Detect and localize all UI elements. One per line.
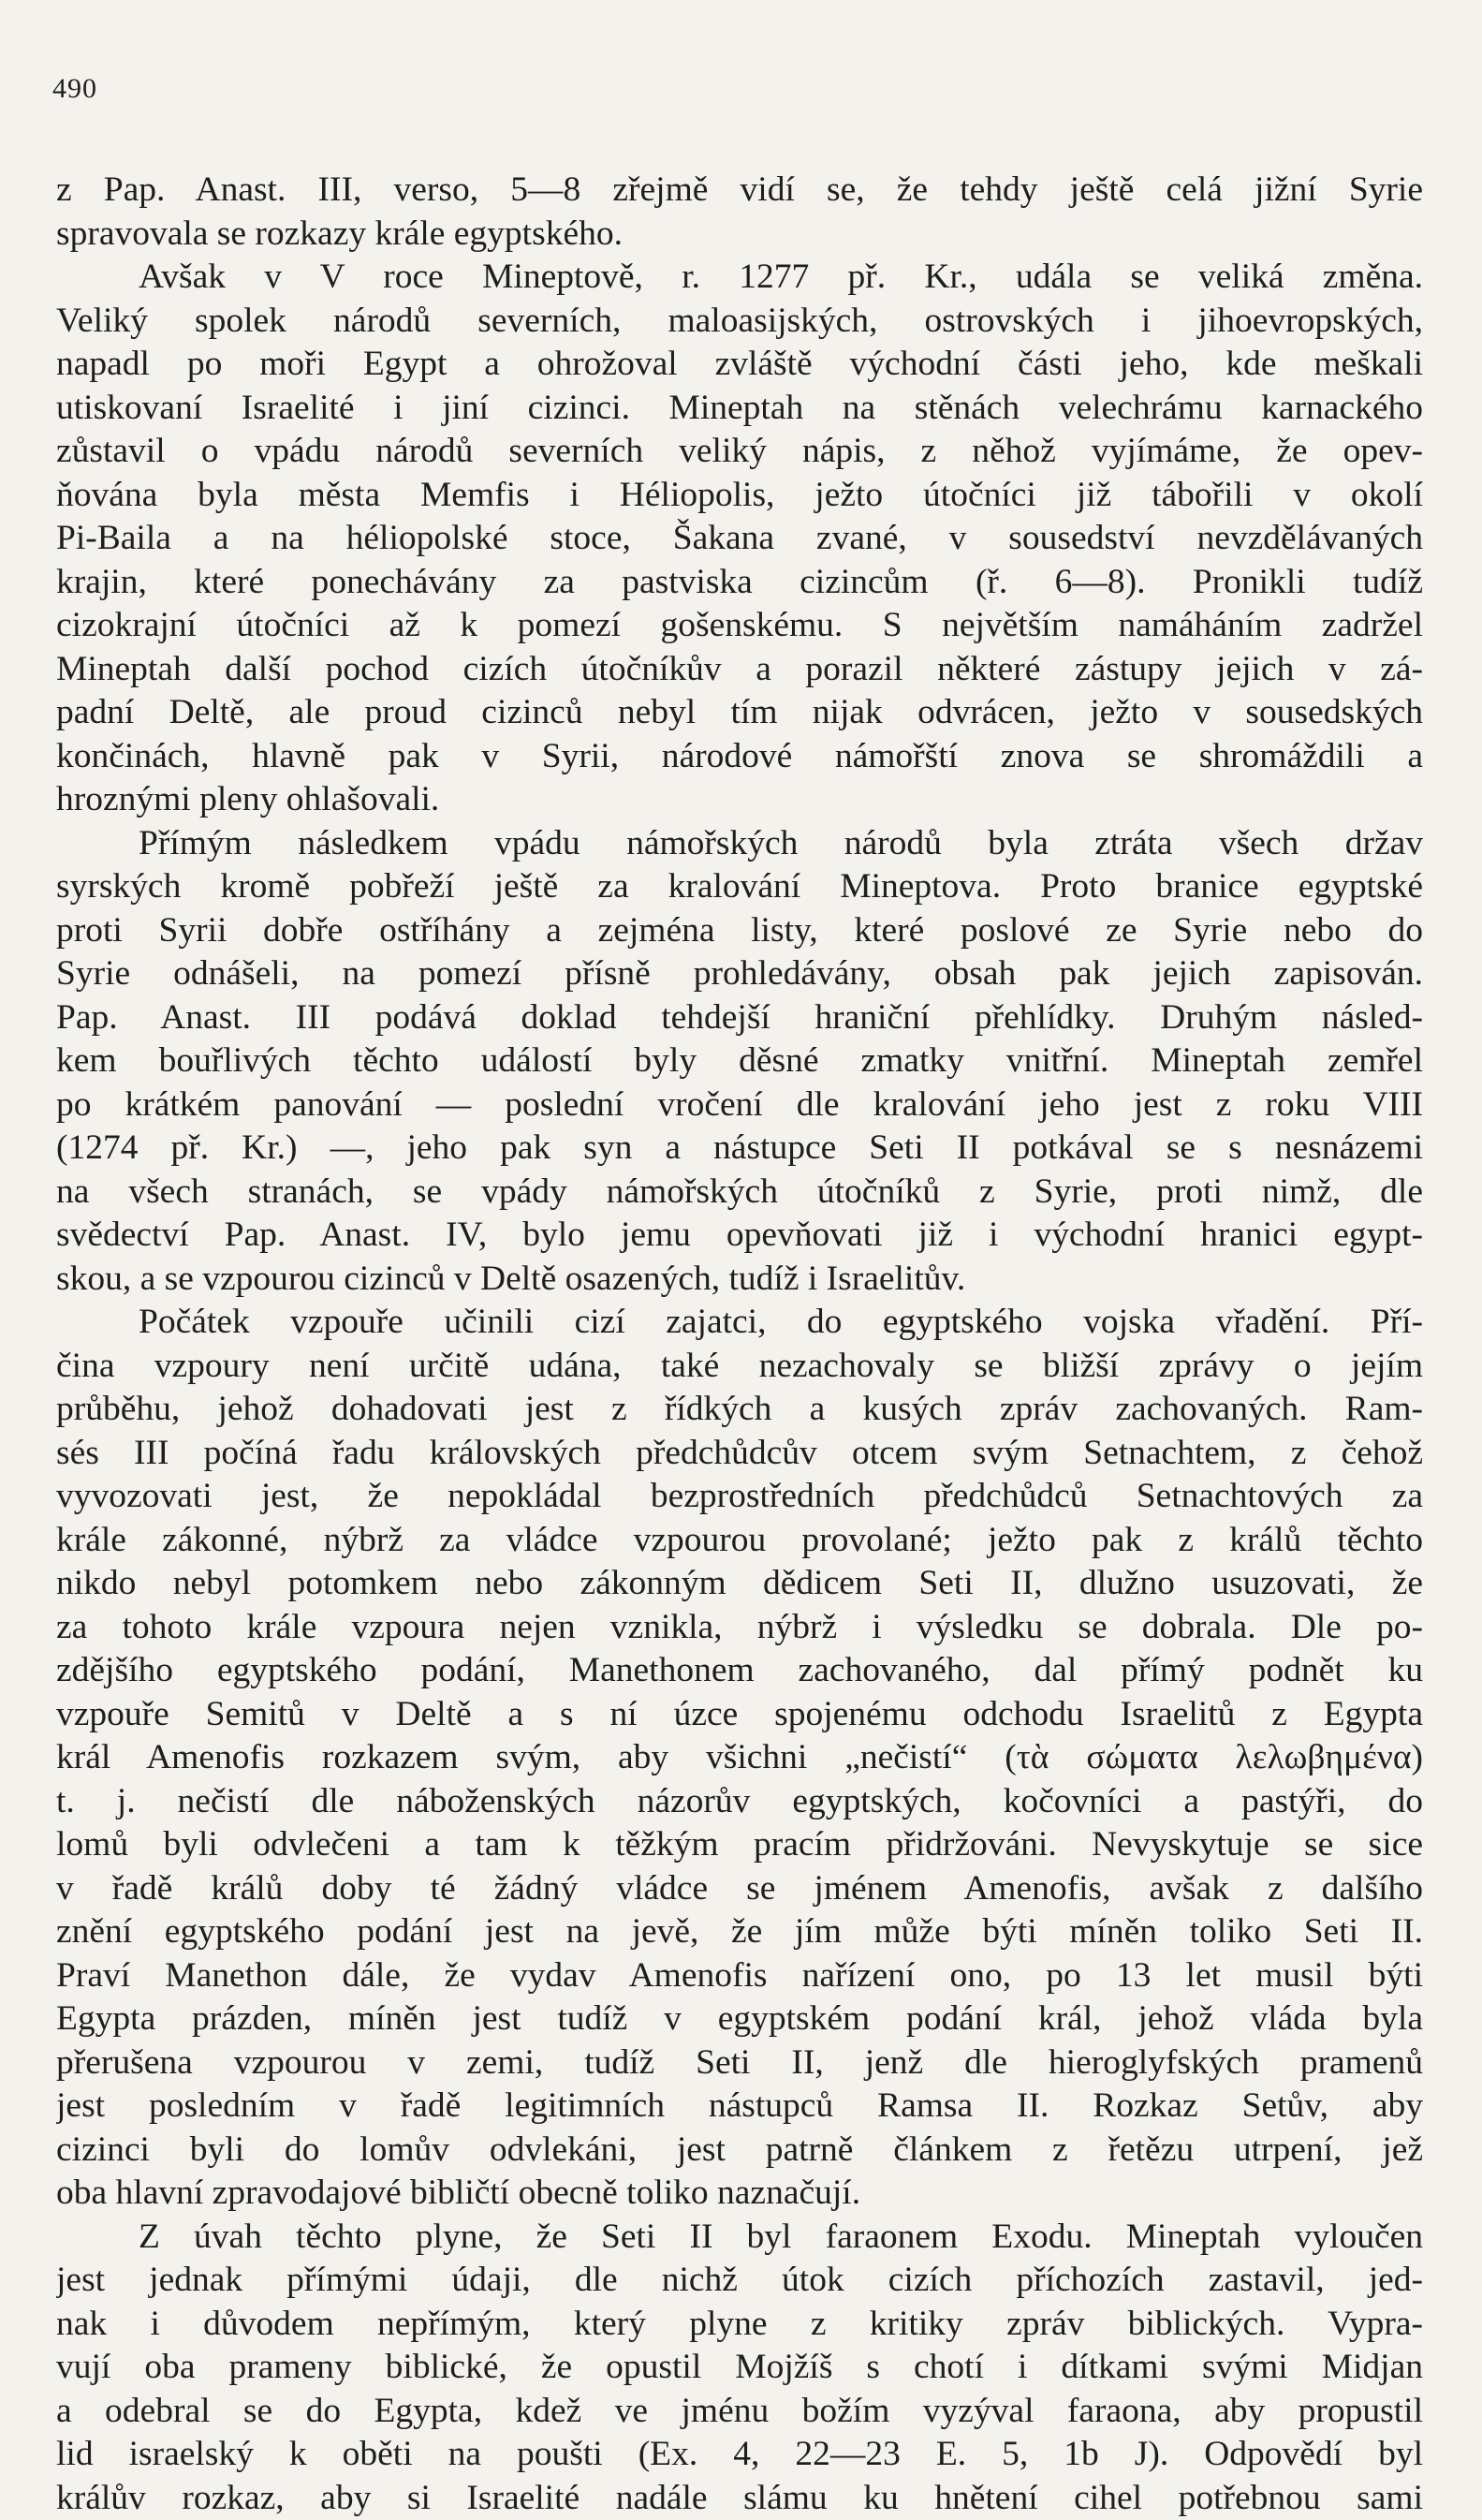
text-line: kem bouřlivých těchto událostí byly děsné zmatky vnitřní. Mineptah zemřel (56, 1039, 1423, 1083)
text-line: t. j. nečistí dle náboženských názorův egyptských, kočovníci a pastýři, do (56, 1780, 1423, 1824)
text-line: vyvozovati jest, že nepokládal bezprostředních předchůdců Setnachtových za (56, 1475, 1423, 1519)
text-line: v řadě králů doby té žádný vládce se jménem Amenofis, avšak z dalšího (56, 1867, 1423, 1911)
text-line: Pap. Anast. III podává doklad tehdejší hraniční přehlídky. Druhým násled- (56, 996, 1423, 1040)
text-line: lid israelský k oběti na poušti (Ex. 4, 22—23 E. 5, 1b J). Odpovědí byl (56, 2433, 1423, 2477)
paragraph (56, 822, 1423, 1302)
text-line: Počátek vzpouře učinili cizí zajatci, do egyptského vojska vřadění. Pří- (56, 1301, 1423, 1345)
text-line: padní Deltě, ale proud cizinců nebyl tím nijak odvrácen, ježto v sousedských (56, 691, 1423, 735)
text-line: Veliký spolek národů severních, maloasijských, ostrovských i jihoevropských, (56, 300, 1423, 344)
text-line: Přímým následkem vpádu námořských národů byla ztráta všech držav (56, 822, 1423, 866)
paragraph (56, 169, 1423, 256)
text-line: Syrie odnášeli, na pomezí přísně prohledávány, obsah pak jejich zapisován. (56, 952, 1423, 996)
text-line: Pi-Baila a na héliopolské stoce, Šakana zvané, v sousedství nevzdělávaných (56, 517, 1423, 561)
text-line: krále zákonné, nýbrž za vládce vzpourou provolané; ježto pak z králů těchto (56, 1519, 1423, 1563)
text-line: skou, a se vzpourou cizinců v Deltě osazených, tudíž i Israelitův. (56, 1258, 1423, 1302)
text-line: cizokrajní útočníci až k pomezí gošenskému. S největším namáháním zadržel (56, 604, 1423, 648)
text-line: ňována byla města Memfis i Héliopolis, ježto útočníci již tábořili v okolí (56, 474, 1423, 518)
text-line: vují oba prameny biblické, že opustil Mojžíš s chotí i dítkami svými Midjan (56, 2346, 1423, 2390)
page-number: 490 (52, 73, 97, 105)
text-line: (1274 př. Kr.) —, jeho pak syn a nástupce Seti II potkával se s nesnázemi (56, 1127, 1423, 1171)
paragraph (56, 256, 1423, 822)
text-line: přerušena vzpourou v zemi, tudíž Seti II, jenž dle hieroglyfských pramenů (56, 2041, 1423, 2085)
text-line: proti Syrii dobře ostříhány a zejména listy, které poslové ze Syrie nebo do (56, 909, 1423, 953)
text-line: Avšak v V roce Mineptově, r. 1277 př. Kr., udála se veliká změna. (56, 256, 1423, 300)
text-line: sés III počíná řadu královských předchůdcův otcem svým Setnachtem, z čehož (56, 1432, 1423, 1476)
text-line: čina vzpoury není určitě udána, také nezachovaly se bližší zprávy o jejím (56, 1345, 1423, 1389)
text-line: utiskovaní Israelité i jiní cizinci. Mineptah na stěnách velechrámu karnackého (56, 387, 1423, 431)
paragraph (56, 1301, 1423, 2216)
text-line: Egypta prázden, míněn jest tudíž v egyptském podání král, jehož vláda byla (56, 1997, 1423, 2041)
text-line: znění egyptského podání jest na jevě, že jím může býti míněn toliko Seti II. (56, 1910, 1423, 1954)
text-line: cizinci byli do lomův odvlekáni, jest patrně článkem z řetězu utrpení, jež (56, 2129, 1423, 2173)
text-line: svědectví Pap. Anast. IV, bylo jemu opevňovati již i východní hranici egypt- (56, 1214, 1423, 1258)
text-line: zůstavil o vpádu národů severních veliký nápis, z něhož vyjímáme, že opev- (56, 430, 1423, 474)
text-block (56, 169, 1423, 2520)
text-line: zdějšího egyptského podání, Manethonem zachovaného, dal přímý podnět ku (56, 1649, 1423, 1693)
text-line: napadl po moři Egypt a ohrožoval zvláště východní části jeho, kde meškali (56, 343, 1423, 387)
text-line: jest jednak přímými údaji, dle nichž útok cizích příchozích zastavil, jed- (56, 2259, 1423, 2303)
text-line: syrských kromě pobřeží ještě za kralování Mineptova. Proto branice egyptské (56, 865, 1423, 909)
text-line: nikdo nebyl potomkem nebo zákonným dědicem Seti II, dlužno usuzovati, že (56, 1562, 1423, 1606)
text-line: král Amenofis rozkazem svým, aby všichni „nečistí“ (τὰ σώματα λελωβημένα) (56, 1736, 1423, 1780)
text-line: končinách, hlavně pak v Syrii, národové námořští znova se shromáždili a (56, 735, 1423, 779)
text-line: za tohoto krále vzpoura nejen vznikla, nýbrž i výsledku se dobrala. Dle po- (56, 1606, 1423, 1650)
text-line: vzpouře Semitů v Deltě a s ní úzce spojenému odchodu Israelitů z Egypta (56, 1693, 1423, 1737)
text-line: nak i důvodem nepřímým, který plyne z kritiky zpráv biblických. Vypra- (56, 2303, 1423, 2347)
text-line: oba hlavní zpravodajové bibličtí obecně toliko naznačují. (56, 2172, 1423, 2216)
text-line: lomů byli odvlečeni a tam k těžkým pracím přidržováni. Nevyskytuje se sice (56, 1823, 1423, 1867)
text-line: z Pap. Anast. III, verso, 5—8 zřejmě vidí se, že tehdy ještě celá jižní Syrie (56, 169, 1423, 213)
text-line: po krátkém panování — poslední vročení dle kralování jeho jest z roku VIII (56, 1083, 1423, 1127)
text-line: krajin, které ponechávány za pastviska cizincům (ř. 6—8). Pronikli tudíž (56, 561, 1423, 605)
text-line: průběhu, jehož dohadovati jest z řídkých a kusých zpráv zachovaných. Ram- (56, 1388, 1423, 1432)
text-line: jest posledním v řadě legitimních nástupců Ramsa II. Rozkaz Setův, aby (56, 2085, 1423, 2129)
text-line: králův rozkaz, aby si Israelité nadále slámu ku hnětení cihel potřebnou sami (56, 2477, 1423, 2520)
text-line: Praví Manethon dále, že vydav Amenofis nařízení ono, po 13 let musil býti (56, 1954, 1423, 1998)
text-line: Z úvah těchto plyne, že Seti II byl faraonem Exodu. Mineptah vyloučen (56, 2216, 1423, 2260)
text-line: hroznými pleny ohlašovali. (56, 778, 1423, 822)
text-line: spravovala se rozkazy krále egyptského. (56, 213, 1423, 257)
paragraph (56, 2216, 1423, 2520)
text-line: Mineptah další pochod cizích útočníkův a porazil některé zástupy jejich v zá- (56, 648, 1423, 692)
text-line: a odebral se do Egypta, kdež ve jménu božím vyzýval faraona, aby propustil (56, 2390, 1423, 2434)
text-line: na všech stranách, se vpády námořských útočníků z Syrie, proti nimž, dle (56, 1171, 1423, 1215)
